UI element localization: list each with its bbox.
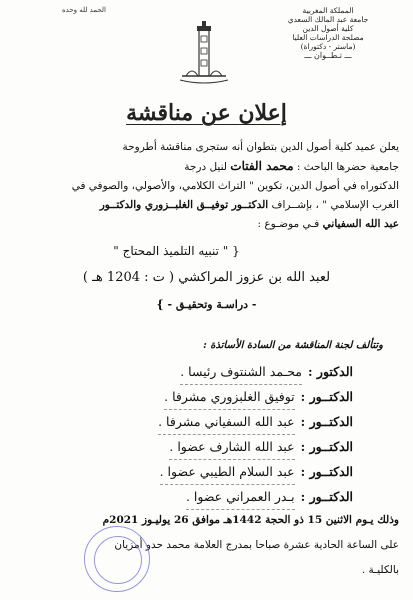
institution-line: كلية أصول الدين xyxy=(302,24,354,33)
jury-row xyxy=(63,435,353,460)
jury-title: الدكتــور : xyxy=(300,389,353,404)
institution-line: جامعة عبد المالك السعدي xyxy=(287,15,369,24)
jury-row xyxy=(63,410,353,435)
thesis-title: { " تنبيه التلميذ المحتاج " xyxy=(113,244,240,258)
body-line: الغرب الإسلامي " ، بإشــراف الدكتــور توفيــق الغلبــزوري والدكتــور xyxy=(99,199,399,211)
jury-row xyxy=(63,485,353,510)
supervisors: الدكتــور توفيــق الغلبــزوري والدكتــور xyxy=(99,199,269,211)
jury-title: الدكتــور : xyxy=(300,439,353,454)
thesis-type: - دراسـة وتحقيـق - } xyxy=(156,298,257,311)
jury-heading: وتتألف لجنة المناقشة من السادة الأساتذة : xyxy=(203,340,383,351)
header-praise: الحمد لله وحده xyxy=(61,6,107,14)
page-title: إعلان عن مناقشة xyxy=(126,100,287,126)
jury-title: الدكتور : xyxy=(307,364,353,379)
jury-row xyxy=(63,360,353,385)
body-line: عبد الله السفياني فـي موضـوع : xyxy=(257,218,399,230)
footer-line: على الساعة الحادية عشرة صباحا بمدرج العلامة محمد حدو أمزيان xyxy=(114,539,399,551)
candidate-name: محمد الفتات xyxy=(230,159,294,173)
jury-list xyxy=(63,360,353,510)
university-logo-icon xyxy=(168,20,238,90)
thesis-author: لعبد الله بن عزوز المراكشي ( ت : 1204 هـ ) xyxy=(82,270,331,285)
institution-line: (ماستر - دكتوراة) xyxy=(300,42,356,51)
jury-title: الدكتــور : xyxy=(300,414,353,429)
body-line: الدكتوراه في أصول الدين، تكوين " التراث الكلامي، والأصولي، والصوفي في xyxy=(71,180,399,192)
jury-name: بـدر العمراني عضوا . xyxy=(186,485,295,510)
jury-name: محـمد الشنتوف رئيسا . xyxy=(180,360,302,385)
jury-title: الدكتــور : xyxy=(300,489,353,504)
institution-line: مصلحة الدراسات العليا xyxy=(292,33,364,42)
institution-block xyxy=(253,6,403,60)
jury-title: الدكتــور : xyxy=(300,464,353,479)
institution-line: المملكة المغربية xyxy=(302,6,354,15)
footer-details xyxy=(14,508,399,583)
institution-line: ـــ تـطــوان ـــ xyxy=(304,51,352,60)
jury-name: عبد الله الشارف عضوا . xyxy=(169,435,294,460)
jury-row xyxy=(63,460,353,485)
supervisor-name: عبد الله السفياني xyxy=(322,218,399,230)
jury-row xyxy=(63,385,353,410)
official-stamp-icon xyxy=(84,526,150,592)
body-line: جامعية حضرها الباحث : محمد الفتات لنيل درجة xyxy=(184,159,399,173)
announcement-body xyxy=(14,138,399,234)
footer-line: وذلك يـوم الاثنين 15 ذو الحجة 1442هـ موافق 26 يوليـوز 2021م xyxy=(102,514,399,526)
jury-name: عبد السلام الطيبي عضوا . xyxy=(160,460,295,485)
body-line: يعلن عميد كلية أصول الدين بتطوان أنه ستجرى مناقشة أطروحة xyxy=(122,141,399,153)
jury-name: توفيق الغلبزوري مشرفا . xyxy=(164,385,295,410)
jury-name: عبد الله السفياني مشرفا . xyxy=(158,410,295,435)
footer-line: بالكليـة . xyxy=(361,564,399,576)
